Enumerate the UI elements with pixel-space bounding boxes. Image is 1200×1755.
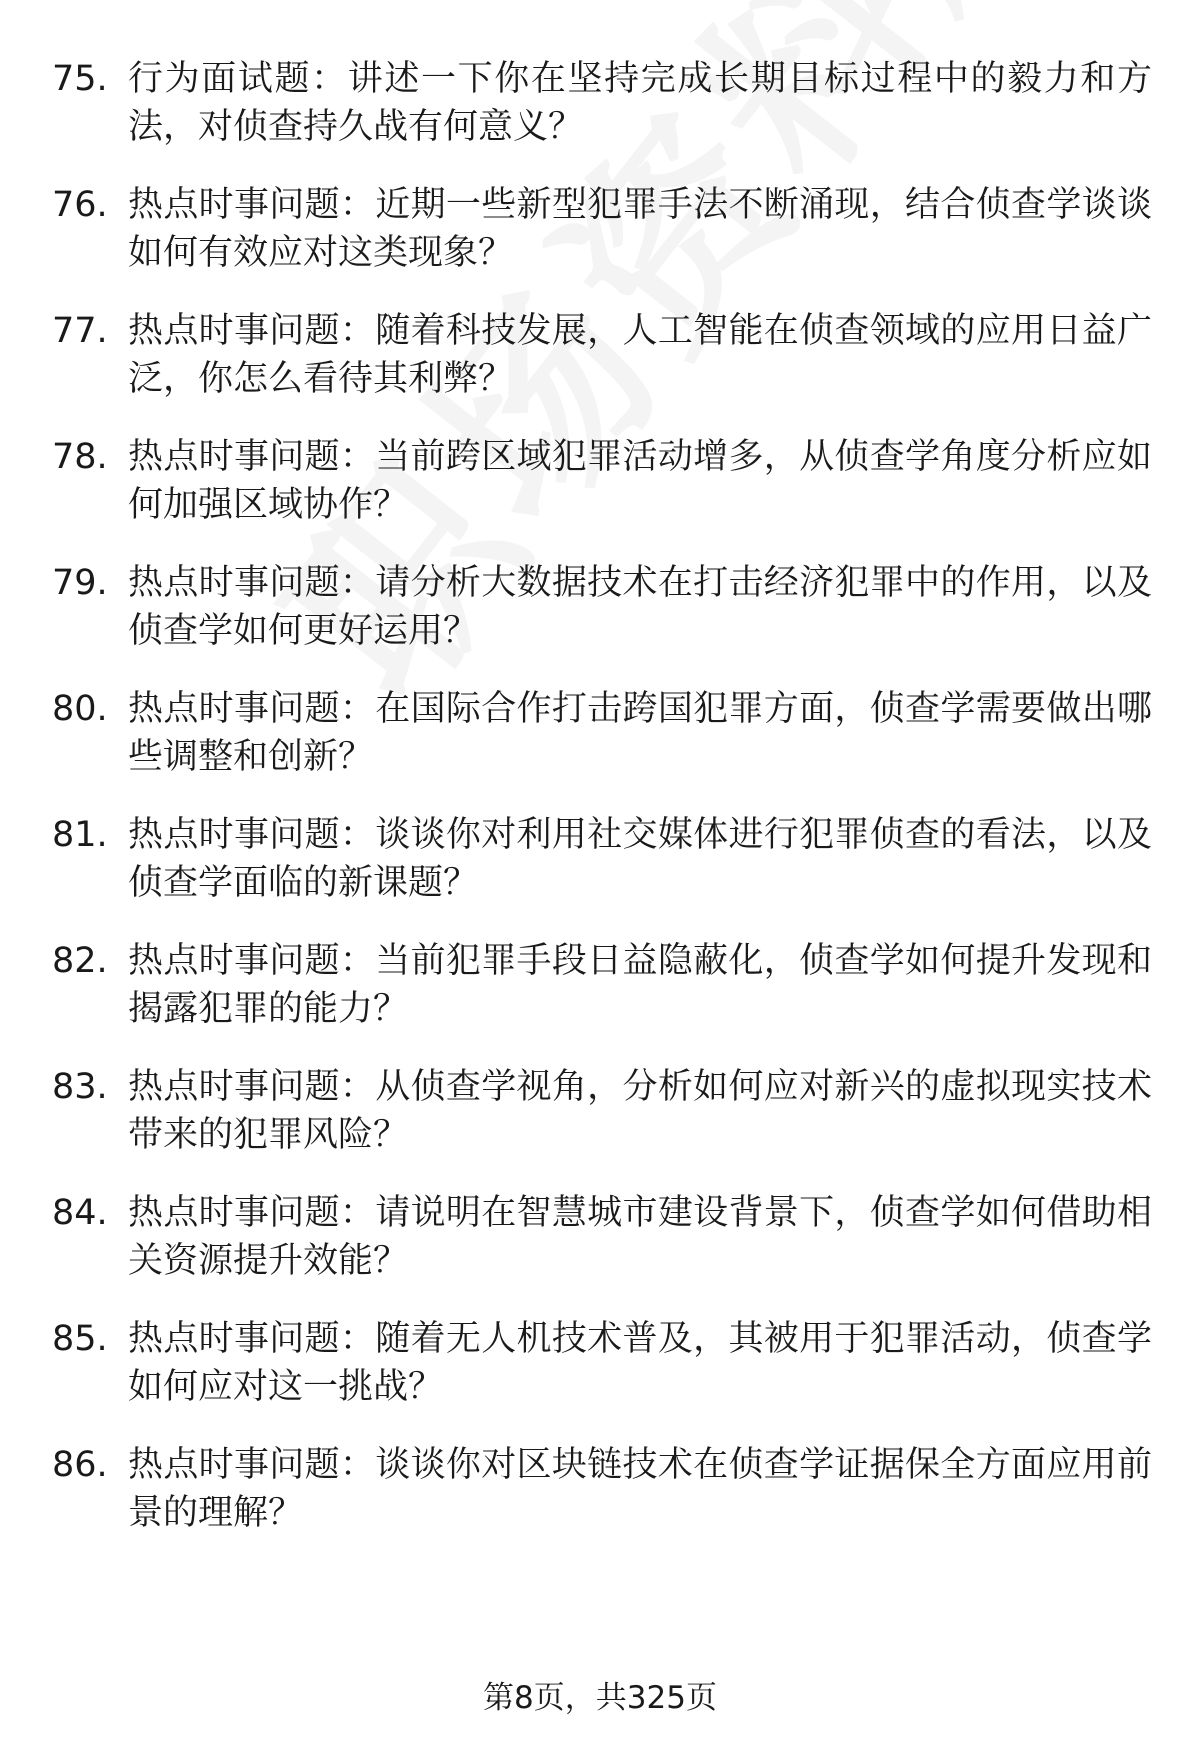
question-number: 81. <box>52 815 108 855</box>
list-item <box>52 307 1152 403</box>
question-text: 热点时事问题：请分析大数据技术在打击经济犯罪中的作用，以及侦查学如何更好运用？ <box>128 563 1152 651</box>
question-text: 热点时事问题：随着无人机技术普及，其被用于犯罪活动，侦查学如何应对这一挑战？ <box>128 1319 1152 1407</box>
list-item <box>52 1189 1152 1285</box>
list-item <box>52 559 1152 655</box>
question-text: 热点时事问题：谈谈你对区块链技术在侦查学证据保全方面应用前景的理解？ <box>128 1445 1152 1533</box>
question-number: 77. <box>52 311 108 351</box>
list-item <box>52 55 1152 151</box>
list-item <box>52 1315 1152 1411</box>
list-item <box>52 1063 1152 1159</box>
question-number: 78. <box>52 437 108 477</box>
question-number: 83. <box>52 1067 108 1107</box>
list-item <box>52 433 1152 529</box>
question-text: 热点时事问题：谈谈你对利用社交媒体进行犯罪侦查的看法，以及侦查学面临的新课题？ <box>128 815 1152 903</box>
question-number: 85. <box>52 1319 108 1359</box>
question-text: 热点时事问题：近期一些新型犯罪手法不断涌现，结合侦查学谈谈如何有效应对这类现象？ <box>128 185 1152 273</box>
question-number: 76. <box>52 185 108 225</box>
question-number: 80. <box>52 689 108 729</box>
question-text: 行为面试题：讲述一下你在坚持完成长期目标过程中的毅力和方法，对侦查持久战有何意义？ <box>128 59 1152 147</box>
question-number: 75. <box>52 59 108 99</box>
list-item <box>52 685 1152 781</box>
question-number: 84. <box>52 1193 108 1233</box>
list-item <box>52 937 1152 1033</box>
list-item <box>52 1441 1152 1537</box>
question-text: 热点时事问题：从侦查学视角，分析如何应对新兴的虚拟现实技术带来的犯罪风险？ <box>128 1067 1152 1155</box>
question-text: 热点时事问题：当前跨区域犯罪活动增多，从侦查学角度分析应如何加强区域协作？ <box>128 437 1152 525</box>
page-footer: 第8页，共325页 <box>483 1680 717 1716</box>
question-text: 热点时事问题：请说明在智慧城市建设背景下，侦查学如何借助相关资源提升效能？ <box>128 1193 1152 1281</box>
question-list <box>52 55 1152 1567</box>
question-text: 热点时事问题：当前犯罪手段日益隐蔽化，侦查学如何提升发现和揭露犯罪的能力？ <box>128 941 1152 1029</box>
question-text: 热点时事问题：随着科技发展，人工智能在侦查领域的应用日益广泛，你怎么看待其利弊？ <box>128 311 1152 399</box>
question-number: 79. <box>52 563 108 603</box>
question-text: 热点时事问题：在国际合作打击跨国犯罪方面，侦查学需要做出哪些调整和创新？ <box>128 689 1152 777</box>
question-number: 86. <box>52 1445 108 1485</box>
list-item <box>52 181 1152 277</box>
question-number: 82. <box>52 941 108 981</box>
list-item <box>52 811 1152 907</box>
